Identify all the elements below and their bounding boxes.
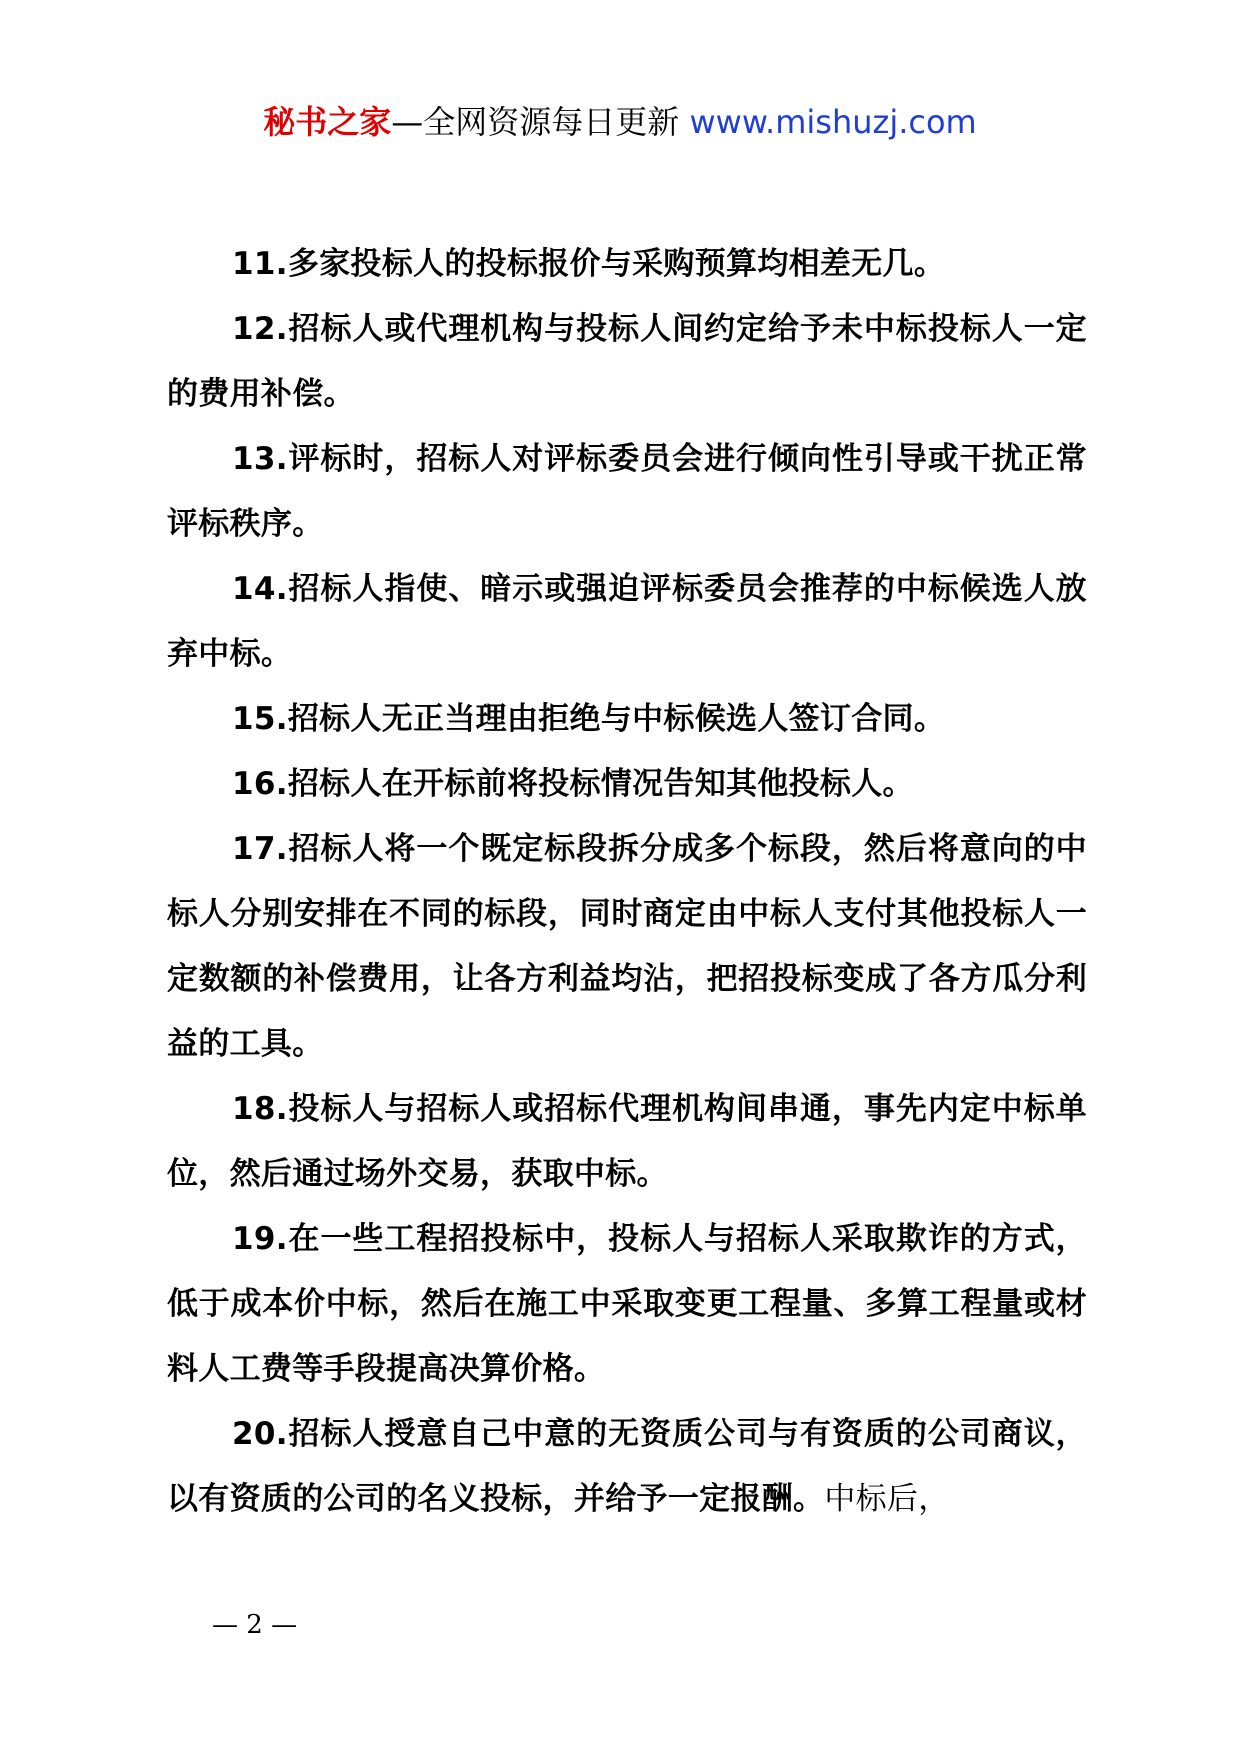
watermark-header	[0, 100, 1240, 144]
document-body	[167, 232, 1087, 1532]
brand-name: 秘书之家	[263, 103, 392, 141]
paragraph-18	[167, 1077, 1087, 1207]
paragraph-text: 11.多家投标人的投标报价与采购预算均相差无几。	[232, 246, 946, 282]
page-number: — 2 —	[212, 1610, 298, 1640]
paragraph-16	[167, 752, 1087, 817]
paragraph-text: 14.招标人指使、暗示或强迫评标委员会推荐的中标候选人放弃中标。	[167, 571, 1087, 672]
paragraph-13	[167, 427, 1087, 557]
paragraph-text: 15.招标人无正当理由拒绝与中标候选人签订合同。	[232, 701, 946, 737]
paragraph-text: 19.在一些工程招投标中，投标人与招标人采取欺诈的方式，低于成本价中标，然后在施工中采取变更工程量、多算工程量或材料人工费等手段提高决算价格。	[167, 1221, 1087, 1387]
paragraph-17	[167, 817, 1087, 1077]
paragraph-text: 13.评标时，招标人对评标委员会进行倾向性引导或干扰正常评标秩序。	[167, 441, 1087, 542]
paragraph-tail-text: 中标后，	[824, 1481, 950, 1517]
paragraph-19	[167, 1207, 1087, 1402]
paragraph-text: 18.投标人与招标人或招标代理机构间串通，事先内定中标单位，然后通过场外交易，获取中标。	[167, 1091, 1087, 1192]
header-url[interactable]: www.mishuzj.com	[689, 103, 977, 141]
paragraph-text: 12.招标人或代理机构与投标人间约定给予未中标投标人一定的费用补偿。	[167, 311, 1087, 412]
paragraph-15	[167, 687, 1087, 752]
paragraph-14	[167, 557, 1087, 687]
paragraph-text: 16.招标人在开标前将投标情况告知其他投标人。	[232, 766, 914, 802]
paragraph-12	[167, 297, 1087, 427]
paragraph-text: 20.招标人授意自己中意的无资质公司与有资质的公司商议，以有资质的公司的名义投标，并给予一定报酬。	[167, 1416, 1087, 1517]
header-slogan: —全网资源每日更新	[391, 103, 690, 141]
paragraph-20	[167, 1402, 1087, 1532]
paragraph-11	[167, 232, 1087, 297]
paragraph-text: 17.招标人将一个既定标段拆分成多个标段，然后将意向的中标人分别安排在不同的标段，同时商定由中标人支付其他投标人一定数额的补偿费用，让各方利益均沾，把招投标变成了各方瓜分利益的工具。	[167, 831, 1087, 1062]
